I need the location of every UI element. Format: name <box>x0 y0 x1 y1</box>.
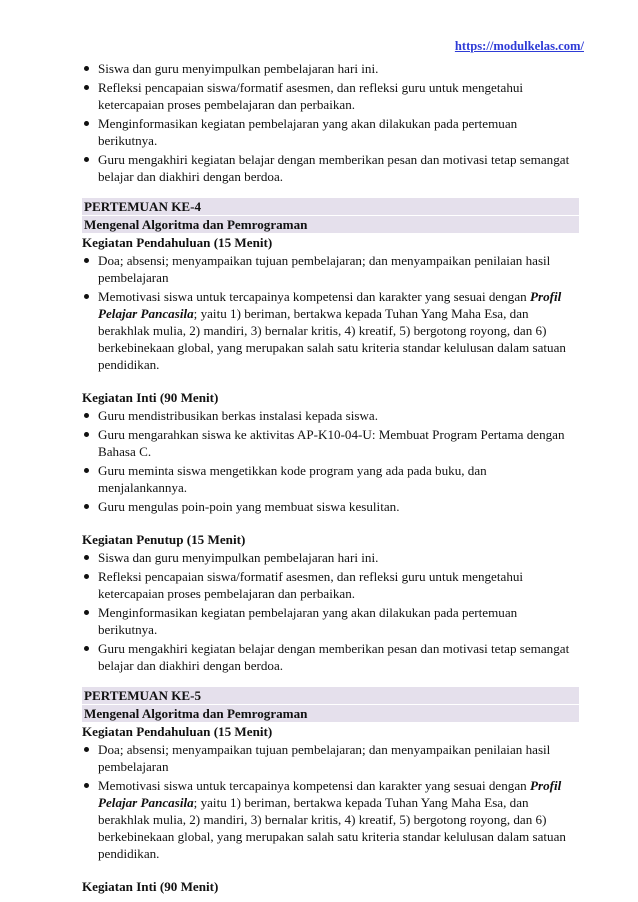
list-item: Siswa dan guru menyimpulkan pembelajaran hari ini. <box>82 549 579 566</box>
section-heading-inti: Kegiatan Inti (90 Menit) <box>82 879 219 894</box>
list-item: Guru mengakhiri kegiatan belajar dengan memberikan pesan dan motivasi tetap semangat belajar dan diakhiri dengan berdoa. <box>82 151 579 185</box>
meeting-label: PERTEMUAN KE-4 <box>82 198 579 215</box>
list-item: Refleksi pencapaian siswa/formatif asesmen, dan refleksi guru untuk mengetahui ketercapaian proses pembelajaran dan perbaikan. <box>82 79 579 113</box>
meeting-topic: Mengenal Algoritma dan Pemrograman <box>82 705 579 722</box>
list-item <box>82 288 579 373</box>
profil-pelajar-term: Profil Pelajar Pancasila <box>98 778 562 810</box>
list-item: Guru mengarahkan siswa ke aktivitas AP-K10-04-U: Membuat Program Pertama dengan Bahasa C. <box>82 426 579 460</box>
list-item: Refleksi pencapaian siswa/formatif asesmen, dan refleksi guru untuk mengetahui ketercapaian proses pembelajaran dan perbaikan. <box>82 568 579 602</box>
list-item-text: Memotivasi siswa untuk tercapainya kompetensi dan karakter yang sesuai dengan <box>98 289 530 304</box>
list-item-text: ; yaitu 1) beriman, bertakwa kepada Tuhan Yang Maha Esa, dan berakhlak mulia, 2) mandiri, 3) bernalar kritis, 4) kreatif, 5) bergotong royong, dan 6) berkebinekaan global, yang merupakan salah satu kriteria standar kelulusan dalam satuan pendidikan. <box>98 795 566 861</box>
pendahuluan-bullet-list <box>82 741 579 862</box>
list-item: Guru mengulas poin-poin yang membuat siswa kesulitan. <box>82 498 579 515</box>
list-item: Menginformasikan kegiatan pembelajaran yang akan dilakukan pada pertemuan berikutnya. <box>82 115 579 149</box>
intro-bullet-list <box>82 60 579 185</box>
list-item: Menginformasikan kegiatan pembelajaran yang akan dilakukan pada pertemuan berikutnya. <box>82 604 579 638</box>
list-item: Guru meminta siswa mengetikkan kode program yang ada pada buku, dan menjalankannya. <box>82 462 579 496</box>
list-item: Doa; absensi; menyampaikan tujuan pembelajaran; dan menyampaikan penilaian hasil pembelajaran <box>82 741 579 775</box>
section-heading-pendahuluan: Kegiatan Pendahuluan (15 Menit) <box>82 235 273 250</box>
profil-pelajar-term: Profil Pelajar Pancasila <box>98 289 562 321</box>
list-item: Guru mengakhiri kegiatan belajar dengan memberikan pesan dan motivasi tetap semangat belajar dan diakhiri dengan berdoa. <box>82 640 579 674</box>
list-item <box>82 777 579 862</box>
pendahuluan-bullet-list <box>82 252 579 373</box>
section-heading-penutup: Kegiatan Penutup (15 Menit) <box>82 532 246 547</box>
section-heading-inti: Kegiatan Inti (90 Menit) <box>82 390 219 405</box>
list-item-text: Memotivasi siswa untuk tercapainya kompetensi dan karakter yang sesuai dengan <box>98 778 530 793</box>
list-item: Guru mendistribusikan berkas instalasi kepada siswa. <box>82 407 579 424</box>
meeting-label: PERTEMUAN KE-5 <box>82 687 579 704</box>
meeting-topic: Mengenal Algoritma dan Pemrograman <box>82 216 579 233</box>
section-heading-pendahuluan: Kegiatan Pendahuluan (15 Menit) <box>82 724 273 739</box>
penutup-bullet-list <box>82 549 579 674</box>
list-item-text: ; yaitu 1) beriman, bertakwa kepada Tuhan Yang Maha Esa, dan berakhlak mulia, 2) mandiri, 3) bernalar kritis, 4) kreatif, 5) bergotong royong, dan 6) berkebinekaan global, yang merupakan salah satu kriteria standar kelulusan dalam satuan pendidikan. <box>98 306 566 372</box>
source-url-link[interactable]: https://modulkelas.com/ <box>454 39 584 53</box>
list-item: Doa; absensi; menyampaikan tujuan pembelajaran; dan menyampaikan penilaian hasil pembelajaran <box>82 252 579 286</box>
list-item: Siswa dan guru menyimpulkan pembelajaran hari ini. <box>82 60 579 77</box>
document-body <box>82 60 579 896</box>
inti-bullet-list <box>82 407 579 515</box>
